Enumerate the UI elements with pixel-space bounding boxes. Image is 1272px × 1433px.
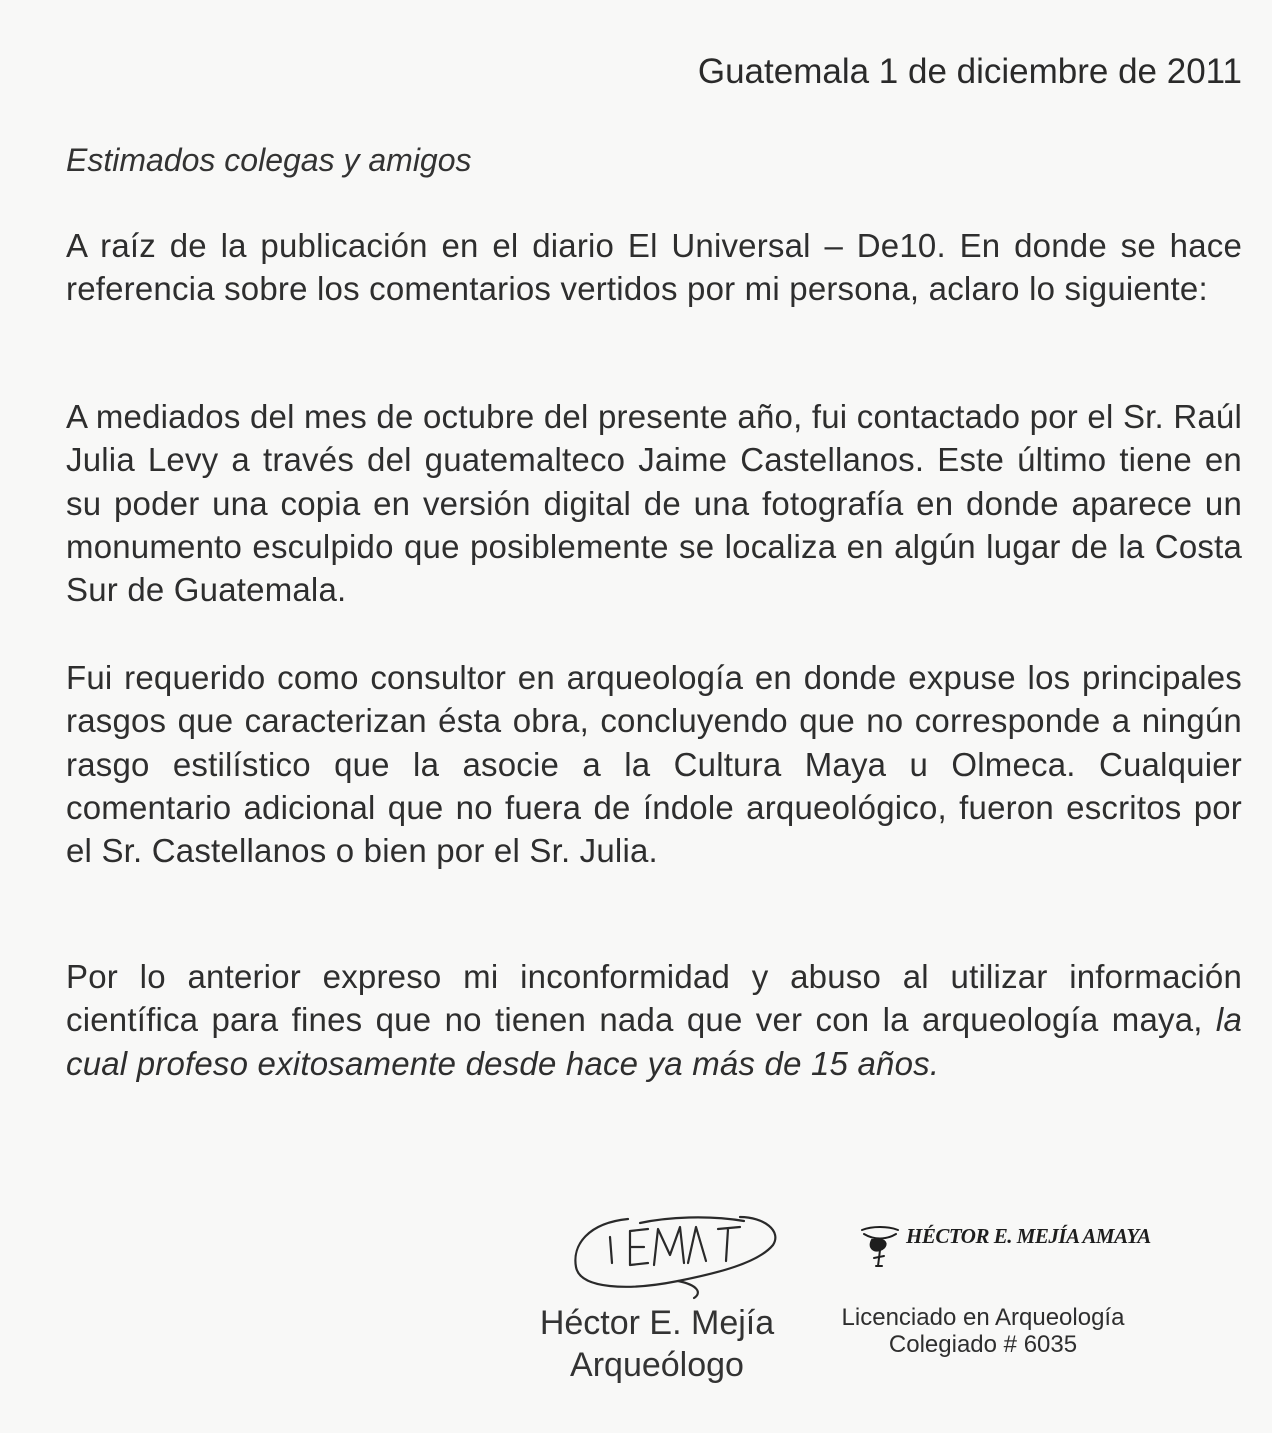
salutation: Estimados colegas y amigos bbox=[66, 142, 472, 178]
signatory-name: Héctor E. Mejía bbox=[539, 1304, 775, 1342]
credentials-block bbox=[818, 1304, 1148, 1358]
paragraph-1: A raíz de la publicación en el diario El Universal – De10. En donde se hace referencia sobre los comentarios vertidos por mi persona, aclaro lo siguiente: bbox=[66, 227, 1242, 308]
handwritten-signature bbox=[568, 1205, 783, 1300]
credential-registration: Colegiado # 6035 bbox=[888, 1331, 1078, 1358]
paragraph-4 bbox=[66, 955, 1242, 1085]
name-stamp bbox=[858, 1222, 1158, 1272]
paragraph-4-lead: Por lo anterior expreso mi inconformidad y abuso al utilizar información científica para fines que no tienen nada que ver con la arqueología maya, bbox=[66, 958, 1242, 1039]
stamp-emblem-icon bbox=[858, 1222, 902, 1272]
paragraph-2: A mediados del mes de octubre del presente año, fui contactado por el Sr. Raúl Julia Levy a través del guatemalteco Jaime Castellanos. Este último tiene en su poder una copia en versión digital de una fotografía en donde aparece un monumento esculpido que posiblemente se localiza en algún lugar de la Costa Sur de Guatemala. bbox=[66, 398, 1242, 609]
signatory-title: Arqueólogo bbox=[570, 1346, 744, 1384]
stamp-name-text: HÉCTOR E. MEJÍA AMAYA bbox=[906, 1224, 1151, 1248]
signatory-block bbox=[512, 1302, 802, 1386]
letter-date: Guatemala 1 de diciembre de 2011 bbox=[697, 52, 1242, 91]
paragraph-4-tail: la cual profeso exitosamente desde hace ya más de 15 años. bbox=[66, 1001, 1242, 1082]
credential-degree: Licenciado en Arqueología bbox=[841, 1304, 1125, 1331]
paragraph-3: Fui requerido como consultor en arqueología en donde expuse los principales rasgos que caracterizan ésta obra, concluyendo que no corresponde a ningún rasgo estilístico que la asocie a la Cultura Maya u Olmeca. Cualquier comentario adicional que no fuera de índole arqueológico, fueron escritos por el Sr. Castellanos o bien por el Sr. Julia. bbox=[66, 659, 1242, 870]
